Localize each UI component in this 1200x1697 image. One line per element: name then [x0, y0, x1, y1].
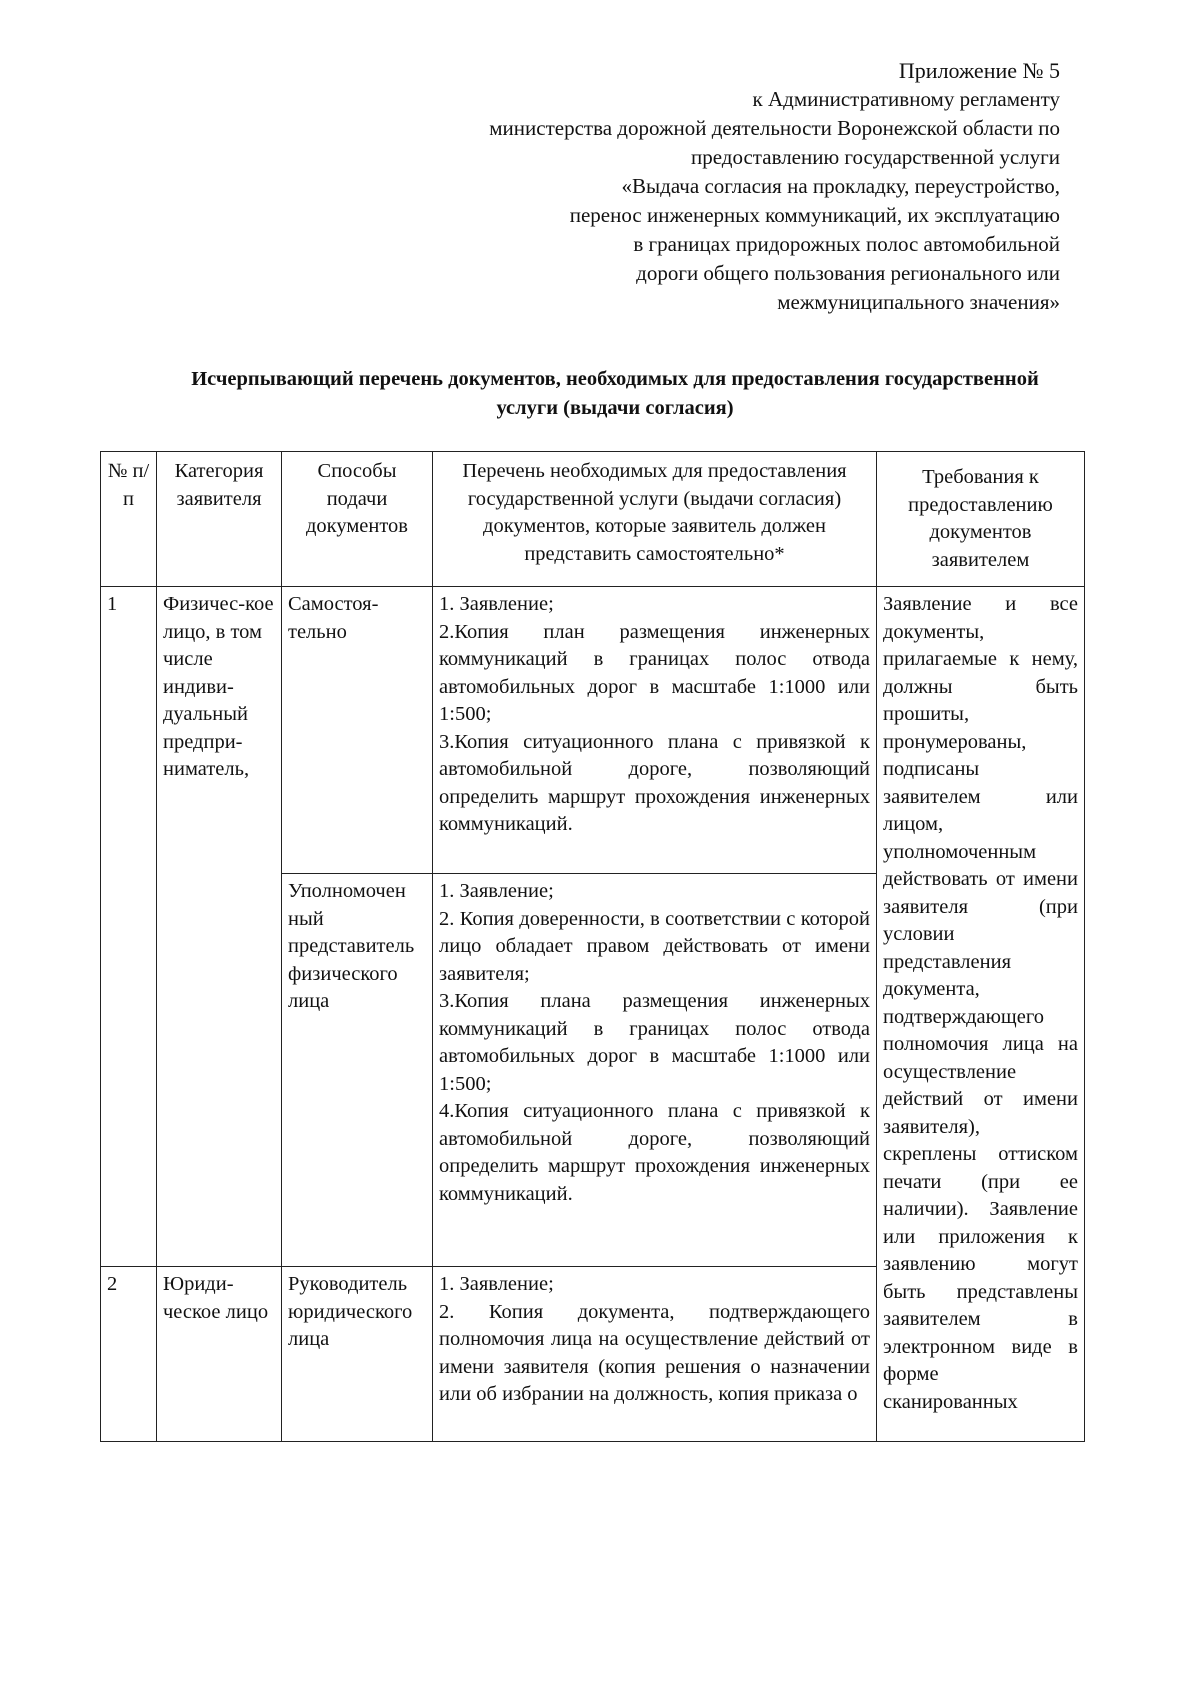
appendix-line: «Выдача согласия на прокладку, переустройство,: [621, 174, 1060, 198]
header-category: Категория заявителя: [157, 452, 282, 587]
row2-docs: [433, 1267, 877, 1442]
appendix-line: к Административному регламенту: [752, 87, 1060, 111]
list-item: 1. Заявление;: [439, 593, 554, 615]
appendix-line: перенос инженерных коммуникаций, их эксплуатацию: [569, 203, 1060, 227]
appendix-line: межмуниципального значения»: [777, 290, 1060, 314]
row1-num: 1: [101, 587, 157, 1267]
appendix-line: министерства дорожной деятельности Воронежской области по: [489, 116, 1060, 140]
row2-category: Юриди-ческое лицо: [157, 1267, 282, 1442]
row1-docs-self: [433, 587, 877, 874]
row2-method: Руководитель юридического лица: [282, 1267, 433, 1442]
header-documents: Перечень необходимых для предоставления государственной услуги (выдачи согласия) документов, которые заявитель должен представить самостоятельно*: [433, 452, 877, 587]
list-item: 1. Заявление;: [439, 1273, 554, 1295]
row2-num: 2: [101, 1267, 157, 1442]
list-item: 2. Копия доверенности, в соответствии с которой лицо обладает правом действовать от имени заявителя;: [439, 907, 870, 985]
appendix-line: Приложение № 5: [898, 58, 1060, 83]
table-header-row: [101, 452, 1085, 587]
appendix-line: в границах придорожных полос автомобильной: [633, 232, 1060, 256]
header-requirements: Требования к предоставлению документов заявителем: [877, 452, 1085, 587]
row1-category: Физичес-кое лицо, в том числе индиви-дуальный предпри-ниматель,: [157, 587, 282, 1267]
row1-docs-representative: [433, 874, 877, 1267]
appendix-header: [340, 56, 1060, 317]
header-num: № п/п: [101, 452, 157, 587]
requirements-cell: Заявление и все документы, прилагаемые к нему, должны быть прошиты, пронумерованы, подписаны заявителем или лицом, уполномоченным действовать от имени заявителя (при условии представления документа, подтверждающего полномочия лица на осуществление действий от имени заявителя), скреплены оттиском печати (при ее наличии). Заявление или приложения к заявлению могут быть представлены заявителем в электронном виде в форме сканированных: [877, 587, 1085, 1442]
title-line-1: Исчерпывающий перечень документов, необходимых для предоставления государственной: [191, 368, 1039, 390]
table-row: [101, 587, 1085, 874]
row1-method-self: Самостоя-тельно: [282, 587, 433, 874]
title-line-2: услуги (выдачи согласия): [496, 397, 734, 419]
list-item: 2. Копия документа, подтверждающего полномочия лица на осуществление действий от имени заявителя (копия решения о назначении или об избрании на должность, копия приказа о: [439, 1300, 870, 1405]
list-item: 3.Копия ситуационного плана с привязкой к автомобильной дороге, позволяющий определить маршрут прохождения инженерных коммуникаций.: [439, 730, 870, 835]
appendix-line: предоставлению государственной услуги: [691, 145, 1060, 169]
header-method: Способы подачи документов: [282, 452, 433, 587]
appendix-line: дороги общего пользования регионального или: [636, 261, 1060, 285]
list-item: 4.Копия ситуационного плана с привязкой к автомобильной дороге, позволяющий определить маршрут прохождения инженерных коммуникаций.: [439, 1100, 870, 1205]
list-item: 3.Копия плана размещения инженерных коммуникаций в границах полос отвода автомобильных дорог в масштабе 1:1000 или 1:500;: [439, 990, 870, 1095]
row1-method-representative: Уполномочен ный представитель физического лица: [282, 874, 433, 1267]
list-item: 2.Копия план размещения инженерных коммуникаций в границах полос отвода автомобильных дорог в масштабе 1:1000 или 1:500;: [439, 620, 870, 725]
list-item: 1. Заявление;: [439, 880, 554, 902]
documents-table: [100, 451, 1085, 1442]
document-title: [100, 365, 1130, 423]
